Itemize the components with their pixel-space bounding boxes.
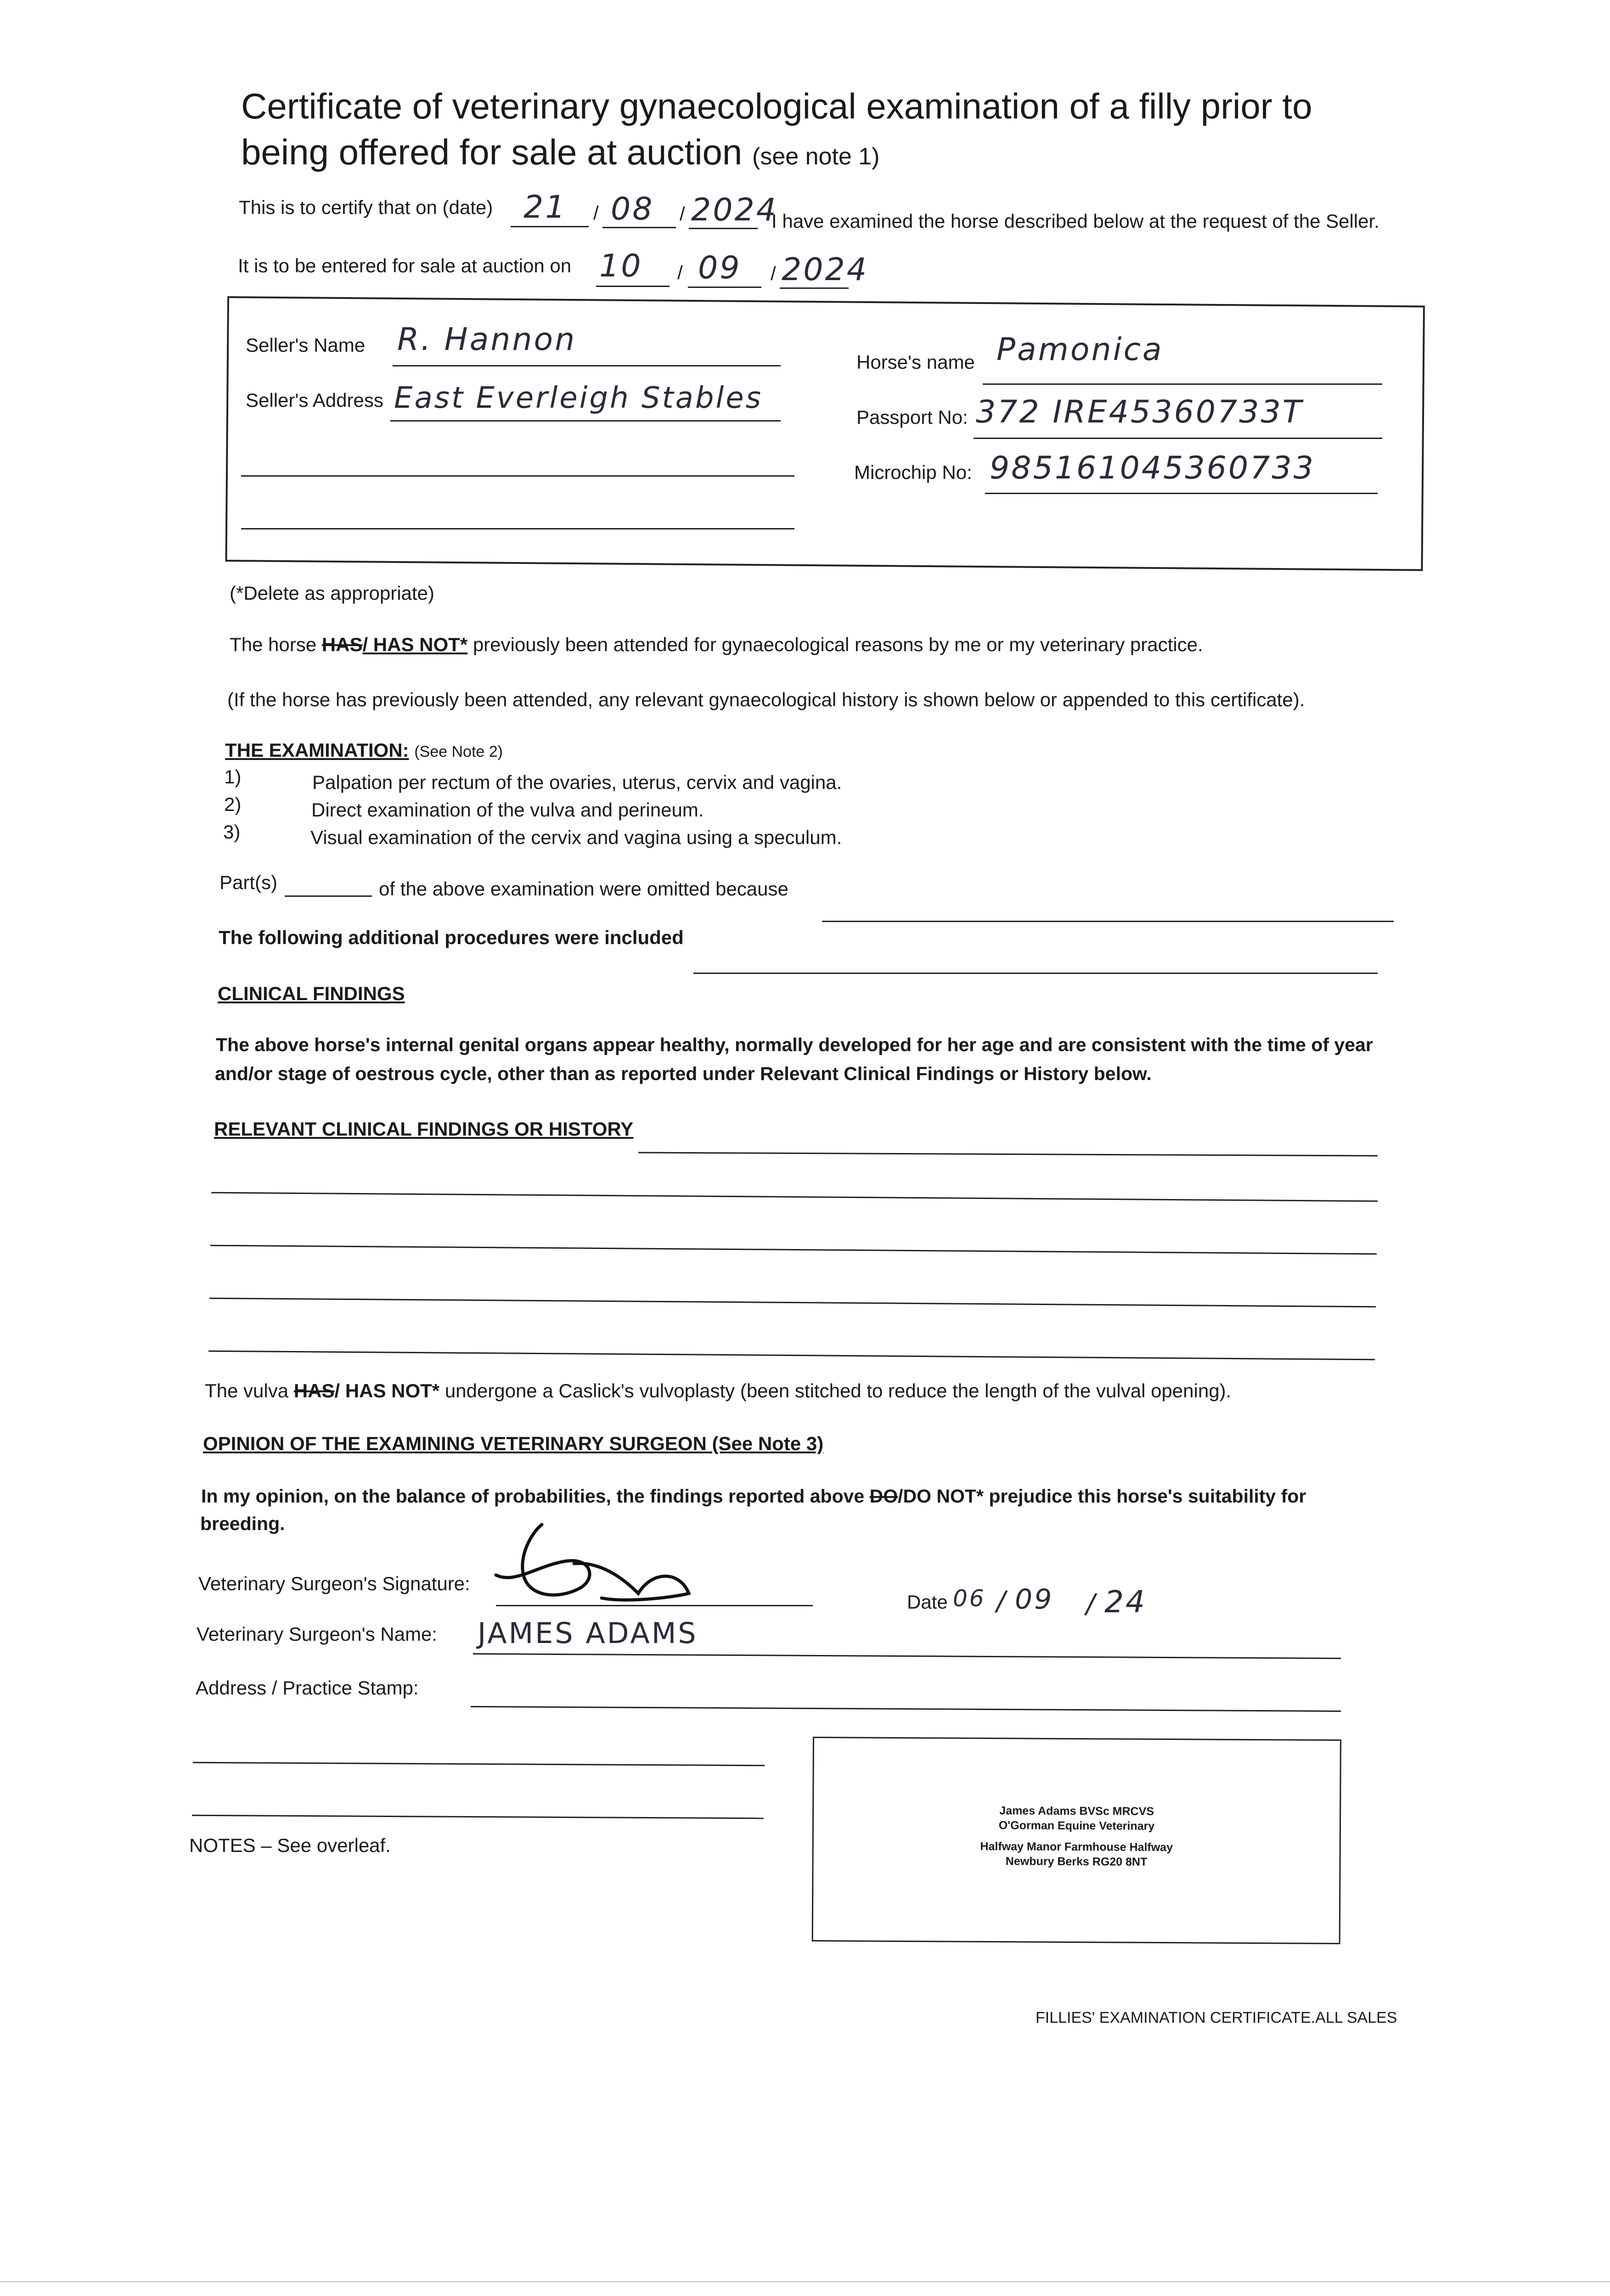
footer-label: FILLIES' EXAMINATION CERTIFICATE.ALL SALES — [1036, 2009, 1397, 2026]
exam-item-1-num: 1) — [224, 766, 242, 788]
opinion-text-1a: In my opinion, on the balance of probabilities, the findings reported above — [201, 1486, 865, 1507]
opinion-text-1 — [201, 1486, 1306, 1507]
opinion-text-2: breeding. — [200, 1513, 285, 1534]
attended-statement — [230, 634, 1203, 656]
horse-name-value: Pamonica — [996, 332, 1164, 368]
date-slash-2: / — [1086, 1588, 1097, 1619]
omitted-suffix: of the above examination were omitted because — [379, 878, 788, 900]
opinion-text-1b: /DO NOT* prejudice this horse's suitability for — [898, 1486, 1306, 1507]
passport-value: 372 IRE45360733T — [976, 394, 1304, 430]
date-slash-1: / — [996, 1585, 1008, 1616]
seller-address-label: Seller's Address — [246, 389, 383, 411]
certify-slash-2: / — [680, 203, 685, 225]
stamp-line-2: O'Gorman Equine Veterinary — [998, 1819, 1155, 1833]
opinion-do: DO — [869, 1486, 898, 1507]
opinion-heading: OPINION OF THE EXAMINING VETERINARY SURGEON (See Note 3) — [203, 1433, 824, 1454]
delete-note: (*Delete as appropriate) — [230, 582, 434, 604]
vulva-statement — [205, 1380, 1231, 1402]
auction-month: 09 — [698, 250, 742, 286]
vulva-prefix: The vulva — [205, 1380, 289, 1401]
attended-note: (If the horse has previously been attended, any relevant gynaecological history is shown below or appended to this certificate). — [227, 689, 1305, 710]
clinical-findings-heading: CLINICAL FINDINGS — [218, 983, 405, 1004]
microchip-value: 985161045360733 — [990, 450, 1315, 486]
seller-name-line — [393, 365, 781, 366]
omitted-prefix: Part(s) — [220, 872, 277, 893]
microchip-line — [985, 493, 1378, 494]
vulva-suffix: undergone a Caslick's vulvoplasty (been stitched to reduce the length of the vulval opening). — [445, 1380, 1232, 1401]
address-stamp-label: Address / Practice Stamp: — [196, 1677, 419, 1699]
certify-suffix: I have examined the horse described below at the request of the Seller. — [771, 210, 1379, 232]
passport-label: Passport No: — [856, 406, 968, 428]
auction-day-line — [596, 286, 670, 287]
attended-has-not: / HAS NOT* — [362, 634, 468, 655]
address-line-3 — [192, 1815, 764, 1819]
attended-has: HAS — [321, 634, 363, 655]
stamp-line-3: Halfway Manor Farmhouse Halfway — [980, 1840, 1173, 1854]
exam-item-2-num: 2) — [224, 793, 242, 815]
horse-name-line — [983, 383, 1382, 385]
seller-address-line — [390, 420, 781, 422]
seller-name-label: Seller's Name — [246, 334, 366, 356]
seller-address-line-3 — [241, 528, 794, 529]
bottom-edge-line — [0, 2281, 1610, 2282]
omitted-reason-line — [822, 921, 1394, 922]
relevant-findings-line-1 — [638, 1152, 1378, 1156]
certify-day-line — [511, 226, 589, 227]
certify-prefix: This is to certify that on (date) — [239, 197, 493, 218]
signature-label: Veterinary Surgeon's Signature: — [198, 1573, 470, 1594]
relevant-findings-heading: RELEVANT CLINICAL FINDINGS OR HISTORY — [214, 1118, 634, 1140]
signature-scribble — [487, 1515, 698, 1607]
exam-item-3-num: 3) — [223, 821, 241, 843]
surgeon-name-line — [473, 1653, 1341, 1659]
examination-heading-note: (See Note 2) — [414, 743, 503, 760]
examination-heading — [225, 739, 503, 761]
date-day: 06 — [953, 1585, 986, 1612]
certify-slash-1: / — [593, 202, 599, 224]
exam-item-2-text: Direct examination of the vulva and perineum. — [311, 799, 704, 821]
clinical-findings-text-1: The above horse's internal genital organs appear healthy, normally developed for her age and are consistent with the time of year — [216, 1034, 1373, 1055]
notes-overleaf: NOTES – See overleaf. — [189, 1835, 391, 1856]
attended-prefix: The horse — [230, 634, 317, 655]
address-line-1 — [471, 1706, 1341, 1712]
auction-slash-1: / — [677, 262, 683, 283]
stamp-line-1: James Adams BVSc MRCVS — [999, 1804, 1154, 1818]
certify-year: 2024 — [691, 192, 778, 228]
practice-stamp — [814, 1802, 1340, 1870]
omitted-parts-line — [285, 895, 372, 897]
relevant-findings-line-5 — [208, 1351, 1375, 1361]
passport-line — [974, 438, 1382, 439]
attended-suffix: previously been attended for gynaecological reasons by me or my veterinary practice. — [473, 634, 1203, 655]
title-note: (see note 1) — [752, 143, 880, 170]
auction-day: 10 — [599, 248, 643, 284]
surgeon-name-label: Veterinary Surgeon's Name: — [197, 1623, 437, 1645]
horse-name-label: Horse's name — [856, 351, 975, 373]
vulva-has: HAS — [293, 1380, 335, 1401]
auction-month-line — [688, 287, 761, 288]
certify-month: 08 — [611, 191, 654, 227]
auction-prefix: It is to be entered for sale at auction on — [238, 255, 572, 276]
clinical-findings-text-2: and/or stage of oestrous cycle, other than as reported under Relevant Clinical Findings or History below. — [215, 1063, 1152, 1084]
surgeon-name-value: JAMES ADAMS — [478, 1616, 698, 1650]
relevant-findings-line-2 — [211, 1192, 1378, 1202]
date-month: 09 — [1015, 1583, 1054, 1615]
seller-address-line-2 — [241, 475, 794, 477]
date-label: Date — [907, 1591, 948, 1613]
certificate-title-line2 — [241, 131, 880, 178]
relevant-findings-line-3 — [210, 1245, 1377, 1255]
address-line-2 — [193, 1762, 765, 1767]
exam-item-1-text: Palpation per rectum of the ovaries, uterus, cervix and vagina. — [312, 771, 842, 793]
relevant-findings-line-4 — [209, 1298, 1376, 1308]
additional-procedures-label: The following additional procedures were included — [219, 927, 684, 948]
certify-day: 21 — [524, 189, 567, 225]
additional-procedures-line — [693, 973, 1378, 974]
exam-item-3-text: Visual examination of the cervix and vagina using a speculum. — [310, 827, 842, 848]
microchip-label: Microchip No: — [854, 461, 972, 483]
auction-slash-2: / — [771, 263, 776, 284]
practice-stamp-box — [812, 1737, 1341, 1944]
stamp-line-4: Newbury Berks RG20 8NT — [1005, 1855, 1148, 1868]
examination-heading-text: THE EXAMINATION: — [225, 739, 409, 761]
auction-year: 2024 — [782, 252, 869, 288]
title-line2-text: being offered for sale at auction — [241, 132, 743, 172]
date-year: 24 — [1104, 1584, 1147, 1620]
certificate-title-line1: Certificate of veterinary gynaecological examination of a filly prior to — [241, 86, 1312, 126]
vulva-has-not: / HAS NOT* — [334, 1380, 440, 1401]
seller-address-value: East Everleigh Stables — [394, 381, 763, 415]
seller-name-value: R. Hannon — [397, 321, 577, 358]
